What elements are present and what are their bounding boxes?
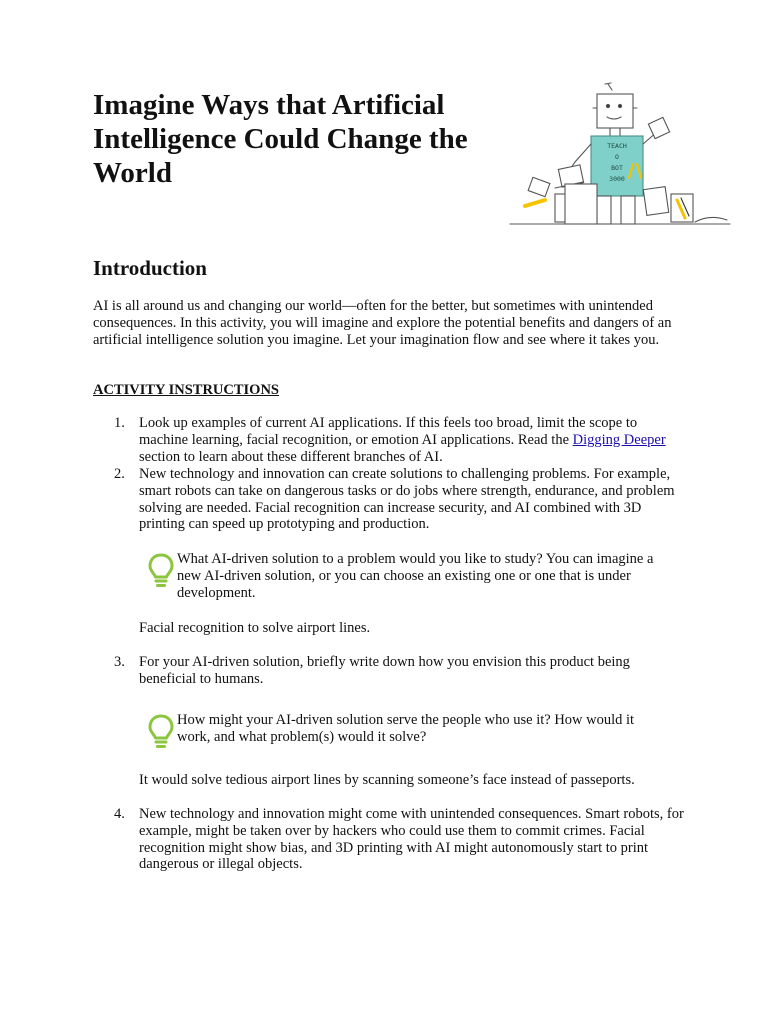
activity-instructions-heading: ACTIVITY INSTRUCTIONS [93,382,279,398]
lightbulb-icon [148,553,174,589]
list-item-text-part: Look up examples of current AI applications. If this feels too broad, limit the scope to machine learning, facial recognition, or emotion AI applications. Read the [139,415,638,448]
list-item [114,806,689,873]
robot-screen-text-1: TEACH [607,142,627,150]
robot-screen-text-2: O [615,153,619,161]
robot-screen-text-3: BOT [611,164,623,172]
robot-screen-text-4: 3000 [609,175,625,183]
tip-text: How might your AI-driven solution serve the people who use it? How would it work, and what problem(s) would it solve? [177,712,635,745]
list-item-number: 2. [114,466,125,482]
list-item-text [139,415,689,465]
list-item-text: New technology and innovation can create solutions to challenging problems. For example, smart robots can take on dangerous tasks or do jobs where strength, endurance, and problem solving are needed. Facial recognition can increase security, and AI combined with 3D printing can speed up prototyping and production. [139,466,675,533]
list-item [114,654,689,688]
list-item-number: 4. [114,806,125,822]
robot-illustration-icon [505,82,735,232]
tip-text: What AI-driven solution to a problem would you like to study? You can imagine a new AI-driven solution, or you can choose an existing one or one that is under development. [177,551,654,601]
introduction-paragraph: AI is all around us and changing our world—often for the better, but sometimes with unintended consequences. In this activity, you will imagine and explore the potential benefits and dangers of an artificial intelligence solution you imagine. Let your imagination flow and see where it takes you. [93,298,672,348]
tip-callout [148,551,668,601]
introduction-heading: Introduction [93,256,207,280]
lightbulb-icon [148,714,174,750]
answer-text: It would solve tedious airport lines by scanning someone’s face instead of passeports. [139,772,635,788]
list-item-number: 1. [114,415,125,431]
list-item-text-part: section to learn about these different branches of AI. [139,448,443,465]
digging-deeper-link[interactable]: Digging Deeper [572,431,666,448]
tip-callout [148,712,668,746]
list-item [114,415,689,465]
list-item [114,466,689,533]
page-title: Imagine Ways that Artificial Intelligence Could Change the World [93,89,468,189]
answer-text: Facial recognition to solve airport lines. [139,620,371,636]
list-item-number: 3. [114,654,125,670]
list-item-text: For your AI-driven solution, briefly write down how you envision this product being beneficial to humans. [139,654,630,687]
list-item-text: New technology and innovation might come with unintended consequences. Smart robots, for example, might be taken over by hackers who could use them to commit crimes. Facial recognition might show bias, and 3D printing with AI might autonomously start to print dangerous or illegal objects. [139,806,684,873]
